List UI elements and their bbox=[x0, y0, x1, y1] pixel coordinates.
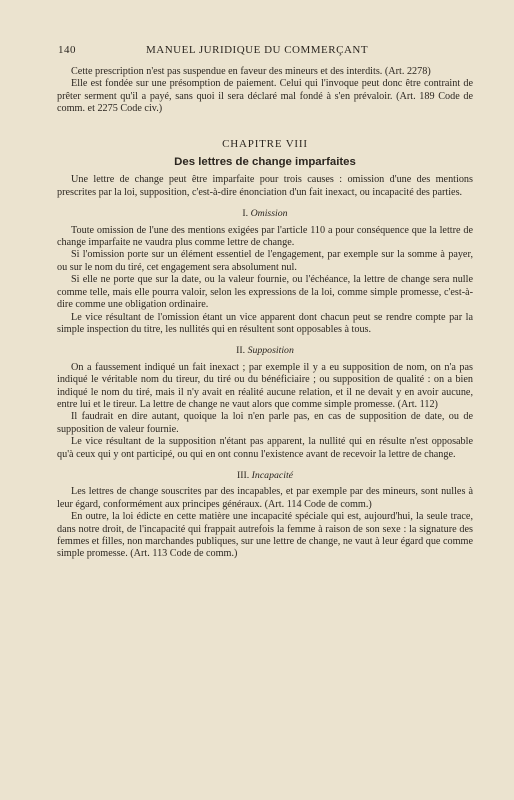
section-paragraph: Le vice résultant de la supposition n'étant pas apparent, la nullité qui en résulte n'est opposable qu'à ceux qui y ont participé, ou qui en ont connu l'existence avant de recevoir la lettre de change. bbox=[57, 436, 473, 460]
section-paragraph: Si elle ne porte que sur la date, ou la valeur fournie, ou l'échéance, la lettre de change sera nulle comme telle, mais elle pourra valoir, selon les expressions de la loi, comme simple promesse, c'est-à-dire comme une obligation ordinaire. bbox=[57, 274, 473, 311]
section-number: II. bbox=[236, 345, 246, 357]
section-title: Supposition bbox=[247, 345, 294, 357]
intro-paragraph: Elle est fondée sur une présomption de paiement. Celui qui l'invoque peut donc être contraint de prêter serment qu'il a payé, sans quoi il sera déclaré mal fondé à s'en prévaloir. (Art. 189 Code de comm. et 2275 Code civ.) bbox=[57, 78, 473, 115]
section-heading bbox=[57, 470, 473, 482]
section-heading bbox=[57, 345, 473, 357]
page-number: 140 bbox=[58, 44, 76, 56]
section-title: Incapacité bbox=[251, 469, 294, 481]
section-paragraph: Le vice résultant de l'omission étant un vice apparent dont chacun peut se rendre compte par la simple inspection du titre, les nullités qui en résultent sont opposables à tous. bbox=[57, 311, 473, 335]
section-number: III. bbox=[236, 469, 250, 481]
section-paragraph: Toute omission de l'une des mentions exigées par l'article 110 a pour conséquence que la lettre de change imparfaite ne vaudra plus comme lettre de change. bbox=[57, 224, 473, 249]
page-body bbox=[57, 66, 473, 561]
section-paragraph: Il faudrait en dire autant, quoique la loi n'en parle pas, en cas de supposition de date, ou de supposition de valeur fournie. bbox=[57, 411, 473, 435]
section-paragraph: En outre, la loi édicte en cette matière une incapacité spéciale qui est, aujourd'hui, la seule trace, dans notre droit, de l'incapacité qui frappait autrefois la femme à raison de son sexe : la signature des femmes et filles, non marchandes publiques, sur une lettre de change, ne vaut à leur égard que comme simple promesse. (Art. 113 Code de comm.) bbox=[57, 511, 473, 560]
section-paragraph: On a faussement indiqué un fait inexact ; par exemple il y a eu supposition de nom, on n'a pas indiqué le véritable nom du tireur, du tiré ou du bénéficiaire ; ou supposition de qualité : on a bien indiqué le nom du tiré, mais il n'y avait en réalité aucune relation, et il ne devait y en avoir aucune, entre lui et le tireur. La lettre de change ne vaut alors que comme simple promesse. (Art. 112) bbox=[57, 361, 473, 410]
section-paragraph: Les lettres de change souscrites par des incapables, et par exemple par des mineurs, sont nulles à leur égard, conformément aux principes généraux. (Art. 114 Code de comm.) bbox=[57, 486, 473, 510]
chapter-title: Des lettres de change imparfaites bbox=[174, 156, 356, 169]
running-title: MANUEL JURIDIQUE DU COMMERÇANT bbox=[146, 44, 369, 56]
chapter-intro: Une lettre de change peut être imparfaite pour trois causes : omission d'une des mentions prescrites par la loi, supposition, c'est-à-dire énonciation d'un fait inexact, ou incapacité des parties. bbox=[57, 174, 473, 198]
section-title: Omission bbox=[250, 208, 288, 220]
section-number: I. bbox=[242, 208, 249, 220]
section-paragraph: Si l'omission porte sur un élément essentiel de l'engagement, par exemple sur la somme à payer, ou sur le nom du tiré, cet engagement sera absolument nul. bbox=[57, 249, 473, 273]
intro-paragraph: Cette prescription n'est pas suspendue en faveur des mineurs et des interdits. (Art. 2278) bbox=[71, 66, 431, 77]
chapter-label: CHAPITRE VIII bbox=[222, 137, 308, 150]
section-heading bbox=[57, 208, 473, 220]
